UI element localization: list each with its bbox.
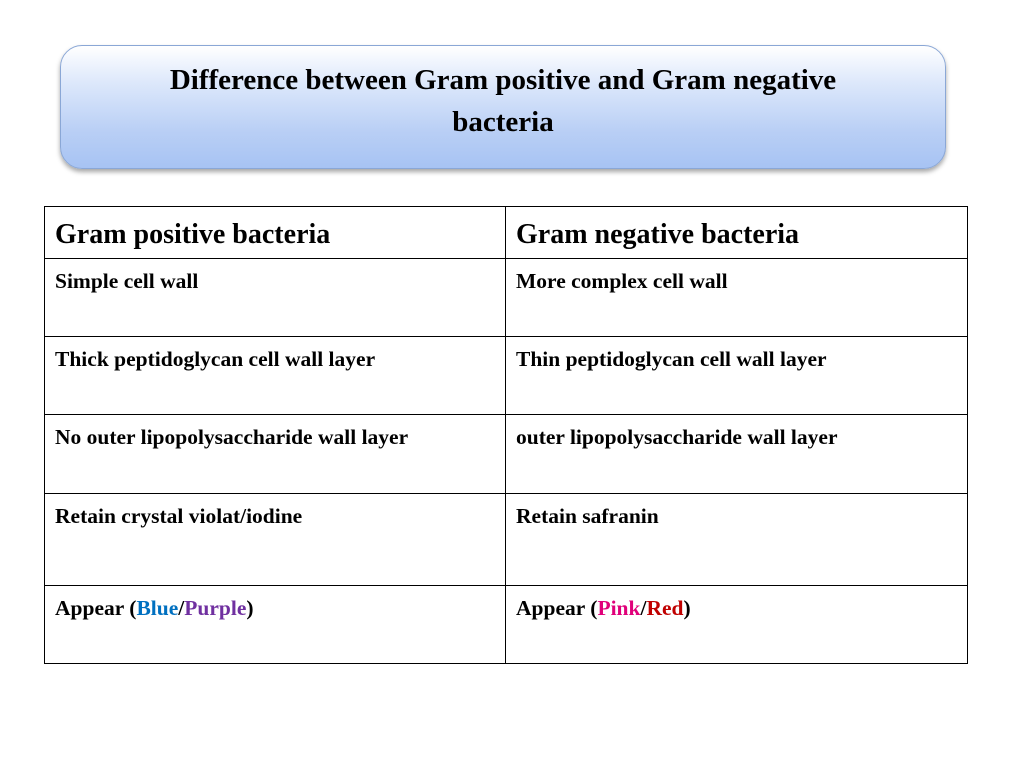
table-row <box>45 586 968 664</box>
table-row <box>45 494 968 586</box>
appear-suffix: ) <box>246 596 254 620</box>
table-row <box>45 337 968 415</box>
appear-suffix: ) <box>683 596 691 620</box>
slash: / <box>640 596 647 620</box>
cell-negative: Thin peptidoglycan cell wall layer <box>506 337 968 415</box>
header-gram-positive: Gram positive bacteria <box>45 207 506 259</box>
cell-negative: Retain safranin <box>506 494 968 586</box>
table-header-row <box>45 207 968 259</box>
slash: / <box>178 596 185 620</box>
color-word-red: Red <box>646 596 684 620</box>
cell-positive: No outer lipopolysaccharide wall layer <box>45 415 506 494</box>
cell-negative: outer lipopolysaccharide wall layer <box>506 415 968 494</box>
cell-negative: More complex cell wall <box>506 259 968 337</box>
cell-positive: Thick peptidoglycan cell wall layer <box>45 337 506 415</box>
title-banner <box>60 45 946 169</box>
appear-prefix: Appear ( <box>516 596 598 620</box>
header-gram-negative: Gram negative bacteria <box>506 207 968 259</box>
cell-positive: Simple cell wall <box>45 259 506 337</box>
cell-positive: Retain crystal violat/iodine <box>45 494 506 586</box>
cell-positive-appear <box>45 586 506 664</box>
cell-negative-appear <box>506 586 968 664</box>
title-line-1: Difference between Gram positive and Gram negative <box>169 64 837 96</box>
title-line-2: bacteria <box>452 106 554 138</box>
color-word-purple: Purple <box>184 596 247 620</box>
table-row <box>45 415 968 494</box>
comparison-table <box>44 206 968 664</box>
color-word-blue: Blue <box>136 596 179 620</box>
appear-prefix: Appear ( <box>55 596 137 620</box>
color-word-pink: Pink <box>597 596 641 620</box>
slide-title <box>93 59 913 143</box>
table-row <box>45 259 968 337</box>
